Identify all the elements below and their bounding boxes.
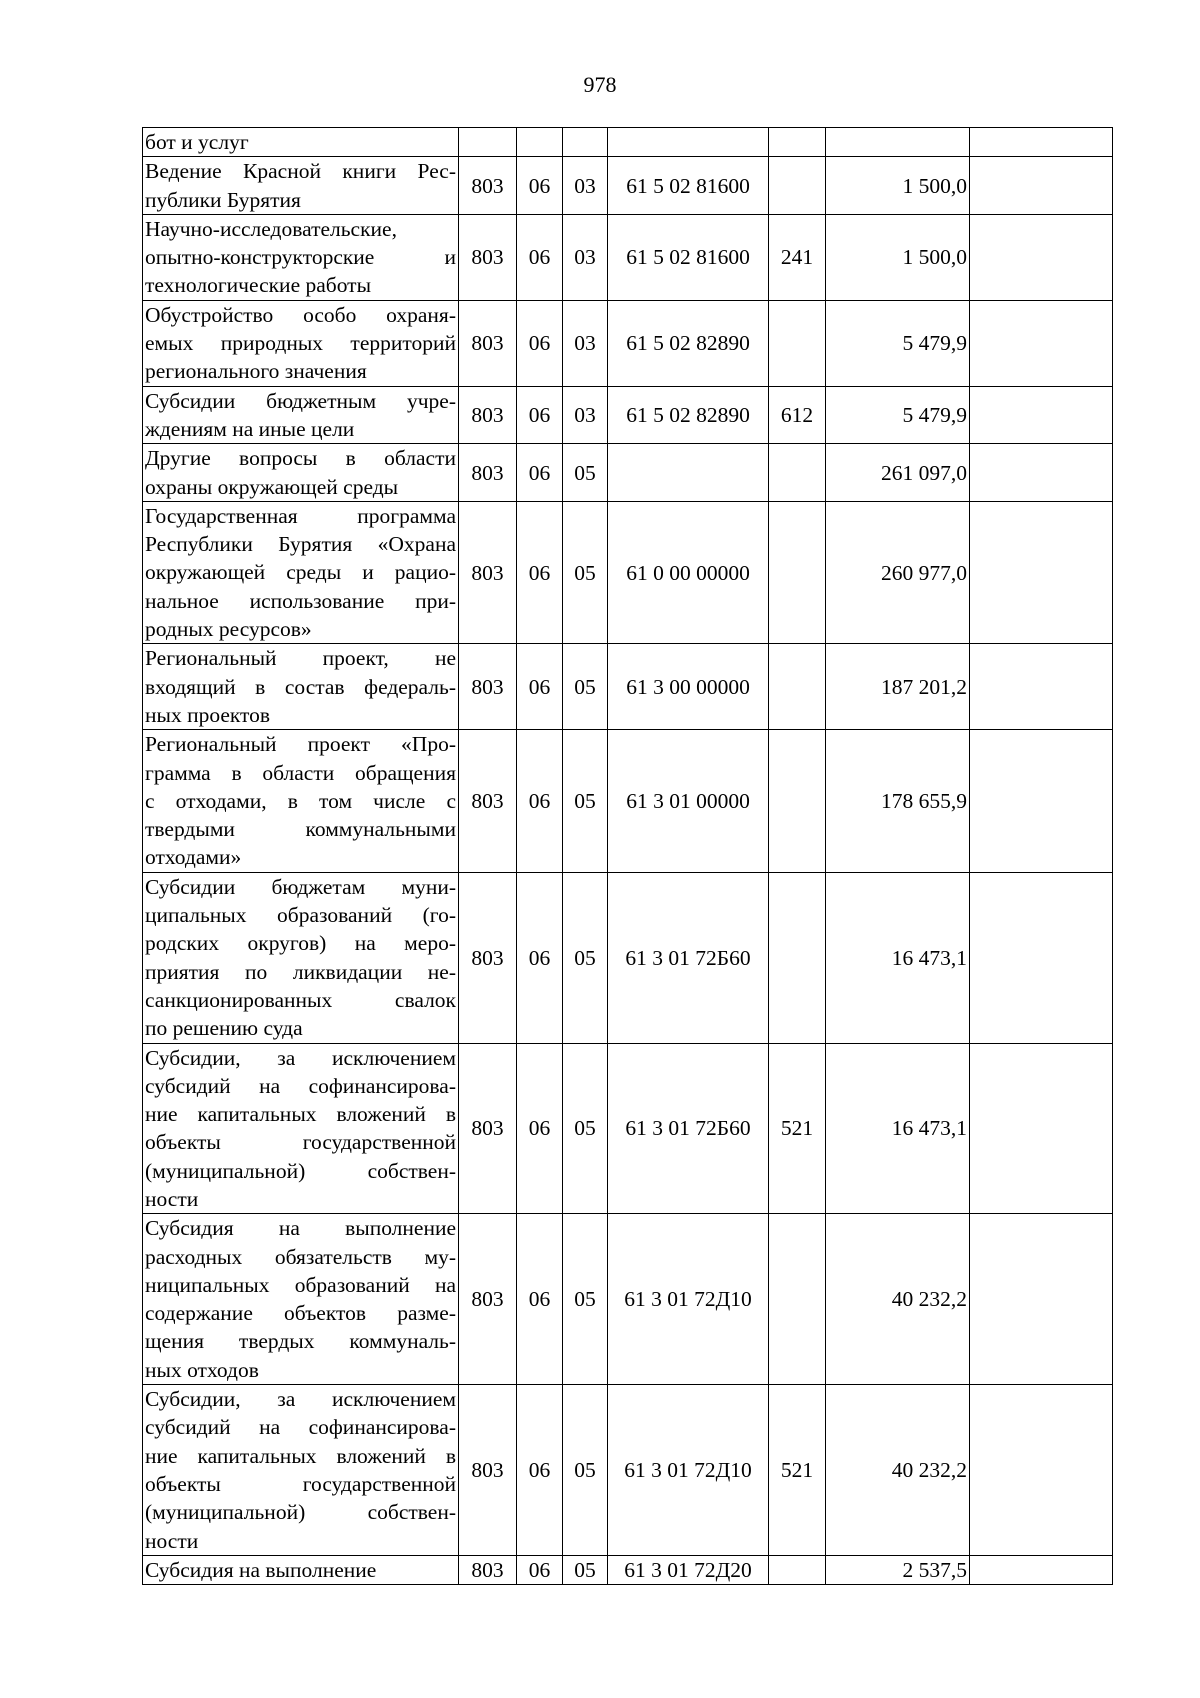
section-code-cell: 06	[517, 386, 563, 444]
target-article-cell	[608, 444, 769, 502]
item-name-line: объекты государственной	[145, 1130, 456, 1155]
item-name-line: окружающей среды и рацио-	[145, 560, 456, 585]
target-article-cell: 61 3 01 72Д20	[608, 1555, 769, 1584]
ministry-code-cell: 803	[459, 872, 517, 1043]
extra-amount-cell	[970, 444, 1113, 502]
item-name-cell	[143, 1214, 459, 1385]
item-name-cell	[143, 386, 459, 444]
ministry-code-cell: 803	[459, 644, 517, 730]
ministry-code-cell: 803	[459, 386, 517, 444]
item-name-line: субсидий на софинансирова-	[145, 1415, 456, 1440]
item-name-cell	[143, 444, 459, 502]
amount-cell: 178 655,9	[826, 730, 970, 872]
section-code-cell: 06	[517, 1043, 563, 1214]
item-name-line: Субсидия на выполнение	[145, 1557, 377, 1582]
extra-amount-cell	[970, 1043, 1113, 1214]
item-name-line: Субсидии бюджетам муни-	[145, 874, 456, 899]
section-code-cell: 06	[517, 1555, 563, 1584]
ministry-code-cell	[459, 128, 517, 157]
item-name-line: объекты государственной	[145, 1471, 456, 1496]
extra-amount-cell	[970, 1214, 1113, 1385]
ministry-code-cell: 803	[459, 1555, 517, 1584]
item-name-cell	[143, 1043, 459, 1214]
amount-cell	[826, 128, 970, 157]
item-name-cell	[143, 1385, 459, 1556]
ministry-code-cell: 803	[459, 1214, 517, 1385]
item-name-line: (муниципальной) собствен-	[145, 1158, 456, 1183]
ministry-code-cell: 803	[459, 730, 517, 872]
item-name-line: ждениям на иные цели	[145, 416, 355, 441]
item-name-line: твердыми коммунальными	[145, 817, 456, 842]
ministry-code-cell: 803	[459, 300, 517, 386]
section-code-cell: 06	[517, 214, 563, 300]
subsection-code-cell: 05	[563, 872, 608, 1043]
table-row	[143, 300, 1113, 386]
expense-type-cell	[769, 444, 826, 502]
section-code-cell: 06	[517, 872, 563, 1043]
extra-amount-cell	[970, 386, 1113, 444]
expense-type-cell: 521	[769, 1043, 826, 1214]
subsection-code-cell: 05	[563, 1043, 608, 1214]
amount-cell: 16 473,1	[826, 872, 970, 1043]
extra-amount-cell	[970, 157, 1113, 215]
item-name-line: публики Бурятия	[145, 187, 301, 212]
item-name-line: с отходами, в том числе с	[145, 788, 456, 813]
item-name-line: санкционированных свалок	[145, 987, 456, 1012]
amount-cell: 5 479,9	[826, 386, 970, 444]
section-code-cell: 06	[517, 501, 563, 643]
item-name-line: Субсидии, за исключением	[145, 1045, 456, 1070]
subsection-code-cell	[563, 128, 608, 157]
subsection-code-cell: 03	[563, 157, 608, 215]
expense-type-cell	[769, 730, 826, 872]
budget-table	[142, 127, 1113, 1585]
ministry-code-cell: 803	[459, 214, 517, 300]
table-row	[143, 157, 1113, 215]
item-name-line: Субсидии бюджетным учре-	[145, 388, 456, 413]
item-name-line: Субсидии, за исключением	[145, 1387, 456, 1412]
amount-cell: 40 232,2	[826, 1214, 970, 1385]
item-name-line: Государственная программа	[145, 503, 456, 528]
amount-cell: 5 479,9	[826, 300, 970, 386]
item-name-line: ние капитальных вложений в	[145, 1443, 456, 1468]
amount-cell: 260 977,0	[826, 501, 970, 643]
subsection-code-cell: 03	[563, 386, 608, 444]
item-name-line: опытно-конструкторские и	[145, 245, 456, 270]
table-row	[143, 1214, 1113, 1385]
item-name-line: Обустройство особо охраня-	[145, 302, 456, 327]
expense-type-cell: 241	[769, 214, 826, 300]
item-name-cell	[143, 214, 459, 300]
expense-type-cell: 521	[769, 1385, 826, 1556]
expense-type-cell	[769, 644, 826, 730]
subsection-code-cell: 05	[563, 644, 608, 730]
amount-cell: 1 500,0	[826, 214, 970, 300]
budget-table-body	[143, 128, 1113, 1585]
target-article-cell: 61 5 02 82890	[608, 386, 769, 444]
ministry-code-cell: 803	[459, 444, 517, 502]
item-name-line: грамма в области обращения	[145, 760, 456, 785]
extra-amount-cell	[970, 644, 1113, 730]
extra-amount-cell	[970, 128, 1113, 157]
section-code-cell	[517, 128, 563, 157]
page-number: 978	[583, 72, 617, 97]
expense-type-cell	[769, 157, 826, 215]
subsection-code-cell: 05	[563, 501, 608, 643]
item-name-cell	[143, 157, 459, 215]
table-row	[143, 214, 1113, 300]
table-row	[143, 1385, 1113, 1556]
table-row	[143, 128, 1113, 157]
section-code-cell: 06	[517, 644, 563, 730]
target-article-cell: 61 3 01 00000	[608, 730, 769, 872]
subsection-code-cell: 03	[563, 214, 608, 300]
section-code-cell: 06	[517, 300, 563, 386]
item-name-line: приятия по ликвидации не-	[145, 959, 456, 984]
item-name-line: ниципальных образований на	[145, 1272, 456, 1297]
amount-cell: 187 201,2	[826, 644, 970, 730]
item-name-line: Другие вопросы в области	[145, 446, 456, 471]
amount-cell: 2 537,5	[826, 1555, 970, 1584]
item-name-line: содержание объектов разме-	[145, 1301, 456, 1326]
ministry-code-cell: 803	[459, 1385, 517, 1556]
expense-type-cell	[769, 128, 826, 157]
subsection-code-cell: 03	[563, 300, 608, 386]
item-name-cell	[143, 644, 459, 730]
item-name-line: родских округов) на меро-	[145, 931, 456, 956]
table-row	[143, 386, 1113, 444]
target-article-cell: 61 3 01 72Д10	[608, 1214, 769, 1385]
subsection-code-cell: 05	[563, 730, 608, 872]
target-article-cell: 61 0 00 00000	[608, 501, 769, 643]
item-name-line: щения твердых коммуналь-	[145, 1329, 456, 1354]
extra-amount-cell	[970, 300, 1113, 386]
table-row	[143, 872, 1113, 1043]
ministry-code-cell: 803	[459, 501, 517, 643]
extra-amount-cell	[970, 1555, 1113, 1584]
extra-amount-cell	[970, 501, 1113, 643]
item-name-line: ности	[145, 1528, 199, 1553]
expense-type-cell	[769, 872, 826, 1043]
item-name-line: Республики Бурятия «Охрана	[145, 532, 456, 557]
section-code-cell: 06	[517, 157, 563, 215]
item-name-line: родных ресурсов»	[145, 617, 312, 642]
table-row	[143, 730, 1113, 872]
item-name-line: емых природных территорий	[145, 331, 456, 356]
item-name-line: регионального значения	[145, 359, 367, 384]
table-row	[143, 444, 1113, 502]
expense-type-cell	[769, 1214, 826, 1385]
item-name-line: (муниципальной) собствен-	[145, 1500, 456, 1525]
item-name-line: Субсидия на выполнение	[145, 1216, 456, 1241]
item-name-line: входящий в состав федераль-	[145, 674, 456, 699]
item-name-line: технологические работы	[145, 273, 372, 298]
subsection-code-cell: 05	[563, 444, 608, 502]
expense-type-cell	[769, 501, 826, 643]
subsection-code-cell: 05	[563, 1555, 608, 1584]
ministry-code-cell: 803	[459, 157, 517, 215]
target-article-cell	[608, 128, 769, 157]
target-article-cell: 61 5 02 82890	[608, 300, 769, 386]
item-name-cell	[143, 300, 459, 386]
target-article-cell: 61 3 01 72Д10	[608, 1385, 769, 1556]
item-name-cell	[143, 1555, 459, 1584]
section-code-cell: 06	[517, 730, 563, 872]
item-name-cell	[143, 501, 459, 643]
item-name-line: отходами»	[145, 845, 242, 870]
section-code-cell: 06	[517, 1214, 563, 1385]
section-code-cell: 06	[517, 1385, 563, 1556]
extra-amount-cell	[970, 1385, 1113, 1556]
item-name-cell	[143, 872, 459, 1043]
item-name-line: охраны окружающей среды	[145, 474, 399, 499]
target-article-cell: 61 5 02 81600	[608, 157, 769, 215]
table-row	[143, 644, 1113, 730]
item-name-line: субсидий на софинансирова-	[145, 1073, 456, 1098]
target-article-cell: 61 5 02 81600	[608, 214, 769, 300]
amount-cell: 261 097,0	[826, 444, 970, 502]
item-name-line: ности	[145, 1186, 199, 1211]
item-name-line: расходных обязательств му-	[145, 1244, 456, 1269]
item-name-line: Ведение Красной книги Рес-	[145, 159, 456, 184]
table-row	[143, 1043, 1113, 1214]
item-name-line: по решению суда	[145, 1016, 303, 1041]
section-code-cell: 06	[517, 444, 563, 502]
item-name-line: Региональный проект «Про-	[145, 732, 456, 757]
expense-type-cell	[769, 1555, 826, 1584]
amount-cell: 16 473,1	[826, 1043, 970, 1214]
extra-amount-cell	[970, 872, 1113, 1043]
target-article-cell: 61 3 01 72Б60	[608, 872, 769, 1043]
amount-cell: 40 232,2	[826, 1385, 970, 1556]
expense-type-cell	[769, 300, 826, 386]
ministry-code-cell: 803	[459, 1043, 517, 1214]
subsection-code-cell: 05	[563, 1214, 608, 1385]
item-name-line: нальное использование при-	[145, 588, 456, 613]
target-article-cell: 61 3 01 72Б60	[608, 1043, 769, 1214]
item-name-cell	[143, 128, 459, 157]
item-name-line: Научно-исследовательские,	[145, 216, 397, 241]
extra-amount-cell	[970, 730, 1113, 872]
subsection-code-cell: 05	[563, 1385, 608, 1556]
extra-amount-cell	[970, 214, 1113, 300]
expense-type-cell: 612	[769, 386, 826, 444]
target-article-cell: 61 3 00 00000	[608, 644, 769, 730]
item-name-line: ципальных образований (го-	[145, 903, 456, 928]
table-row	[143, 1555, 1113, 1584]
item-name-line: ных отходов	[145, 1357, 259, 1382]
item-name-line: бот и услуг	[145, 130, 249, 154]
amount-cell: 1 500,0	[826, 157, 970, 215]
item-name-line: ние капитальных вложений в	[145, 1102, 456, 1127]
item-name-line: ных проектов	[145, 702, 271, 727]
item-name-cell	[143, 730, 459, 872]
table-row	[143, 501, 1113, 643]
item-name-line: Региональный проект, не	[145, 646, 456, 671]
